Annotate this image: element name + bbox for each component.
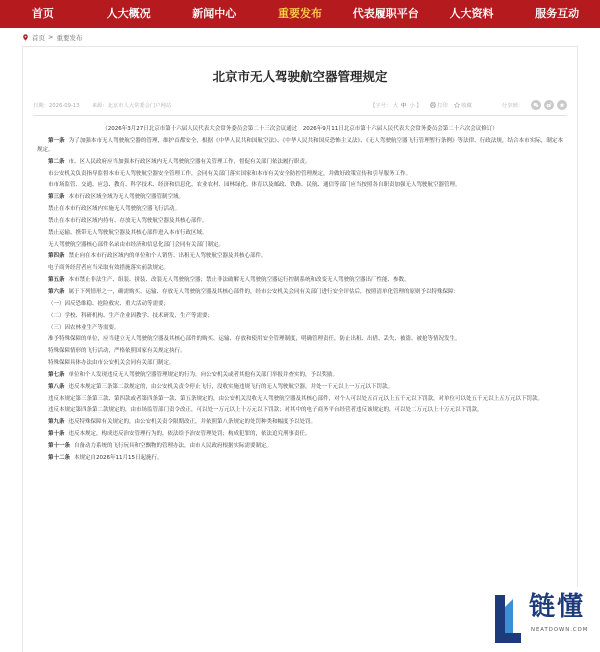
star-icon bbox=[559, 102, 565, 108]
watermark-l-icon bbox=[491, 593, 525, 645]
article-paragraph bbox=[37, 241, 563, 250]
article-text: （二）学校、科研机构、生产企业因教学、技术研发、生产等需要； bbox=[48, 312, 214, 319]
font-size-large[interactable]: 大 bbox=[392, 103, 399, 109]
article-paragraph bbox=[37, 229, 563, 238]
article-number: 第十条 bbox=[48, 431, 65, 438]
article-text: 特殊保障情形的飞行活动，严格依照国家有关规定执行。 bbox=[48, 348, 186, 355]
article-number: 第八条 bbox=[48, 383, 65, 390]
article-text: 为了加强本市无人驾驶航空器的管理，维护首都安全，根据《中华人民共和国航空法》、《中华人民共和国反恐怖主义法》、《无人驾驶航空器飞行管理暂行条例》等法律、行政法规，结合本市实际，制定本规定。 bbox=[37, 137, 563, 153]
nav-item[interactable]: 代表履职平台 bbox=[352, 7, 419, 20]
print-icon bbox=[430, 102, 436, 108]
article-title: 北京市无人驾驶航空器管理规定 bbox=[212, 69, 388, 84]
article-paragraph bbox=[37, 300, 563, 309]
share-wechat-button[interactable] bbox=[531, 100, 541, 110]
nav-item[interactable]: 人大概况 bbox=[106, 7, 151, 20]
article-number: 第一条 bbox=[48, 137, 65, 144]
article-text: 本市禁止非法生产、组装、拼装、改装无人驾驶航空器；禁止非法破解无人驾驶航空器运行控制系统和改变无人驾驶航空器出厂性能、参数。 bbox=[68, 277, 410, 284]
article-number: 第九条 bbox=[48, 419, 65, 426]
article-paragraph bbox=[37, 442, 563, 451]
nav-item[interactable]: 新闻中心 bbox=[192, 7, 237, 20]
article-number: 第四条 bbox=[48, 253, 65, 260]
article-meta bbox=[33, 99, 567, 111]
article-number: 第十一条 bbox=[48, 442, 71, 449]
font-size-small[interactable]: 小 bbox=[409, 103, 415, 109]
article-text: 自备动力系统的飞行玩具和空飘物的管理办法，由市人民政府根据实际需要制定。 bbox=[74, 442, 273, 449]
favorite-label: 收藏 bbox=[461, 103, 472, 109]
article-text: 违反本规定第三条第二款规定的，由公安机关责令停止飞行，没收实施违规飞行的无人驾驶航空器，并处一千元以上一万元以下罚款。 bbox=[68, 383, 394, 390]
article-text: 违反本规定第四条第二款规定的，由市场监管部门责令改正，可以处一万元以上十万元以下罚款；对其中的电子商务平台经营者违反该规定的，可以处二万元以上十万元以下罚款。 bbox=[48, 407, 483, 414]
nav-item[interactable]: 重要发布 bbox=[278, 7, 323, 20]
article-paragraph bbox=[37, 217, 563, 226]
article-paragraph bbox=[37, 264, 563, 273]
article-paragraph bbox=[37, 347, 563, 356]
article-text: 特殊保障具体办法由市公安机关会同有关部门制定。 bbox=[48, 360, 175, 367]
article-number: 第五条 bbox=[48, 277, 65, 284]
article-text: （三）因农林业生产等需要。 bbox=[48, 324, 120, 331]
font-size-control bbox=[370, 101, 421, 109]
article-paragraph bbox=[37, 324, 563, 333]
article-number: 第十二条 bbox=[48, 454, 71, 461]
article-date: 日期：2026-09-13 bbox=[33, 103, 80, 109]
nav-item[interactable]: 首页 bbox=[31, 7, 54, 20]
article-text: 本市行政区域全域为无人驾驶航空器管制空域。 bbox=[68, 194, 185, 201]
article-paragraph bbox=[37, 252, 563, 261]
share-label: 分享到： bbox=[501, 103, 523, 109]
nav-item[interactable]: 服务互动 bbox=[535, 7, 580, 20]
article-text: 市市场监管、交通、应急、教育、科学技术、经济和信息化、农业农村、园林绿化、体育以及邮政、铁路、民航、通信等部门应当按照各自职责加强无人驾驶航空器管理。 bbox=[48, 182, 461, 189]
favorite-button[interactable] bbox=[454, 101, 472, 109]
article-paragraph bbox=[37, 158, 563, 167]
article-text: 电子商务经营者应当采取有效措施落实前款规定。 bbox=[48, 265, 170, 272]
article-container bbox=[22, 46, 578, 652]
print-label: 打印 bbox=[437, 103, 448, 109]
article-paragraph bbox=[37, 205, 563, 214]
wechat-icon bbox=[533, 102, 539, 108]
location-pin-icon bbox=[22, 34, 29, 41]
article-paragraph bbox=[37, 383, 563, 392]
article-paragraph bbox=[37, 406, 563, 415]
print-button[interactable] bbox=[430, 101, 448, 109]
article-paragraph bbox=[37, 454, 563, 463]
article-paragraph bbox=[37, 125, 563, 134]
article-text: （2026年3月27日北京市第十六届人民代表大会常务委员会第二十三次会议通过 2026年9月11日北京市第十六届人民代表大会常务委员会第二十六次会议修订） bbox=[102, 126, 498, 132]
article-text: 市、区人民政府应当加强本行政区域内无人驾驶航空器有关管理工作，督促有关部门依法履行职责。 bbox=[68, 158, 311, 165]
article-text: 单位和个人发现违反无人驾驶航空器管理规定的行为，向公安机关或者其他有关部门举报并查实的，予以奖励。 bbox=[68, 371, 339, 378]
breadcrumb-current[interactable]: 重要发布 bbox=[56, 33, 83, 42]
article-text: 禁止在本市行政区域内实施无人驾驶航空器飞行活动。 bbox=[48, 206, 181, 213]
article-body bbox=[37, 125, 563, 466]
article-paragraph bbox=[37, 335, 563, 344]
article-text: 禁止向在本市行政区域内的单位和个人销售、出租无人驾驶航空器及其核心部件。 bbox=[68, 253, 267, 260]
article-text: 禁止在本市行政区域内持有、存放无人驾驶航空器及其核心部件。 bbox=[48, 217, 208, 224]
font-size-end: 】 bbox=[416, 103, 422, 109]
article-text: 属于下列情形之一，确需购买、运输、存放无人驾驶航空器及其核心部件的，经市公安机关会同有关部门进行安全评估后，按照清单化管理的原则予以特殊保障： bbox=[68, 288, 460, 295]
divider bbox=[33, 115, 567, 116]
watermark-text: 链懂 bbox=[529, 592, 586, 622]
article-text: 违反特殊保障有关规定的，由公安机关责令限期改正，并依照第八条规定的处罚种类和幅度予以处罚。 bbox=[68, 419, 317, 426]
article-source: 来源：北京市人大常委会门户网站 bbox=[91, 103, 172, 109]
share-weibo-button[interactable] bbox=[544, 100, 554, 110]
article-paragraph bbox=[37, 312, 563, 321]
article-number: 第七条 bbox=[48, 371, 65, 378]
article-number: 第三条 bbox=[48, 194, 65, 201]
breadcrumb-separator: > bbox=[48, 33, 54, 41]
article-paragraph bbox=[37, 430, 563, 439]
article-paragraph bbox=[37, 181, 563, 190]
article-number: 第二条 bbox=[48, 158, 65, 165]
article-text: 禁止运输、携带无人驾驶航空器及其核心部件进入本市行政区域。 bbox=[48, 229, 208, 236]
article-paragraph bbox=[37, 170, 563, 179]
breadcrumb bbox=[0, 28, 600, 46]
article-text: 准予特殊保障的单位，应当建立无人驾驶航空器及其核心部件的购买、运输、存放和使用安全管理制度，明确管理责任，防止出租、出借、丢失、被盗、被抢等情况发生。 bbox=[48, 336, 461, 343]
article-text: 本规定自2026年11月15日起施行。 bbox=[74, 454, 163, 461]
article-paragraph bbox=[37, 371, 563, 380]
article-text: 无人驾驶航空器核心部件名录由市经济和信息化部门会同有关部门制定。 bbox=[48, 241, 225, 248]
font-size-label: 【字号： bbox=[370, 103, 392, 109]
watermark-url: NEATDOWN.COM bbox=[531, 627, 589, 633]
top-navigation bbox=[0, 0, 600, 28]
article-text: 市公安机关负责指导监督本市无人驾驶航空器安全管理工作，会同有关部门落实国家和本市有关安全防控管理规定，并做好政策宣传和引导服务工作。 bbox=[48, 170, 412, 177]
nav-item[interactable]: 人大资料 bbox=[449, 7, 494, 20]
article-paragraph bbox=[37, 359, 563, 368]
article-paragraph bbox=[37, 288, 563, 297]
article-number: 第六条 bbox=[48, 288, 65, 295]
share-more-button[interactable] bbox=[557, 100, 567, 110]
article-paragraph bbox=[37, 137, 563, 155]
weibo-icon bbox=[546, 102, 552, 108]
article-text: 违反本规定，构成违反治安管理行为的，依法给予治安管理处罚；构成犯罪的，依法追究刑事责任。 bbox=[68, 431, 311, 438]
star-icon bbox=[454, 102, 460, 108]
article-text: 违反本规定第三条第三款、第四款或者第四条第一款、第五条规定的，由公安机关没收无人驾驶航空器及其核心部件，对个人可以处五百元以上五千元以下罚款，对单位可以处五千元以上五万元以下罚款。 bbox=[48, 395, 544, 402]
article-text: （一）因反恐维稳、抢险救灾、重大活动等需要； bbox=[48, 300, 170, 307]
watermark-logo bbox=[485, 587, 600, 652]
font-size-medium[interactable]: 中 bbox=[401, 103, 407, 109]
article-paragraph bbox=[37, 193, 563, 202]
breadcrumb-home-link[interactable]: 首页 bbox=[32, 33, 45, 42]
article-paragraph bbox=[37, 418, 563, 427]
article-paragraph bbox=[37, 395, 563, 404]
article-paragraph bbox=[37, 276, 563, 285]
